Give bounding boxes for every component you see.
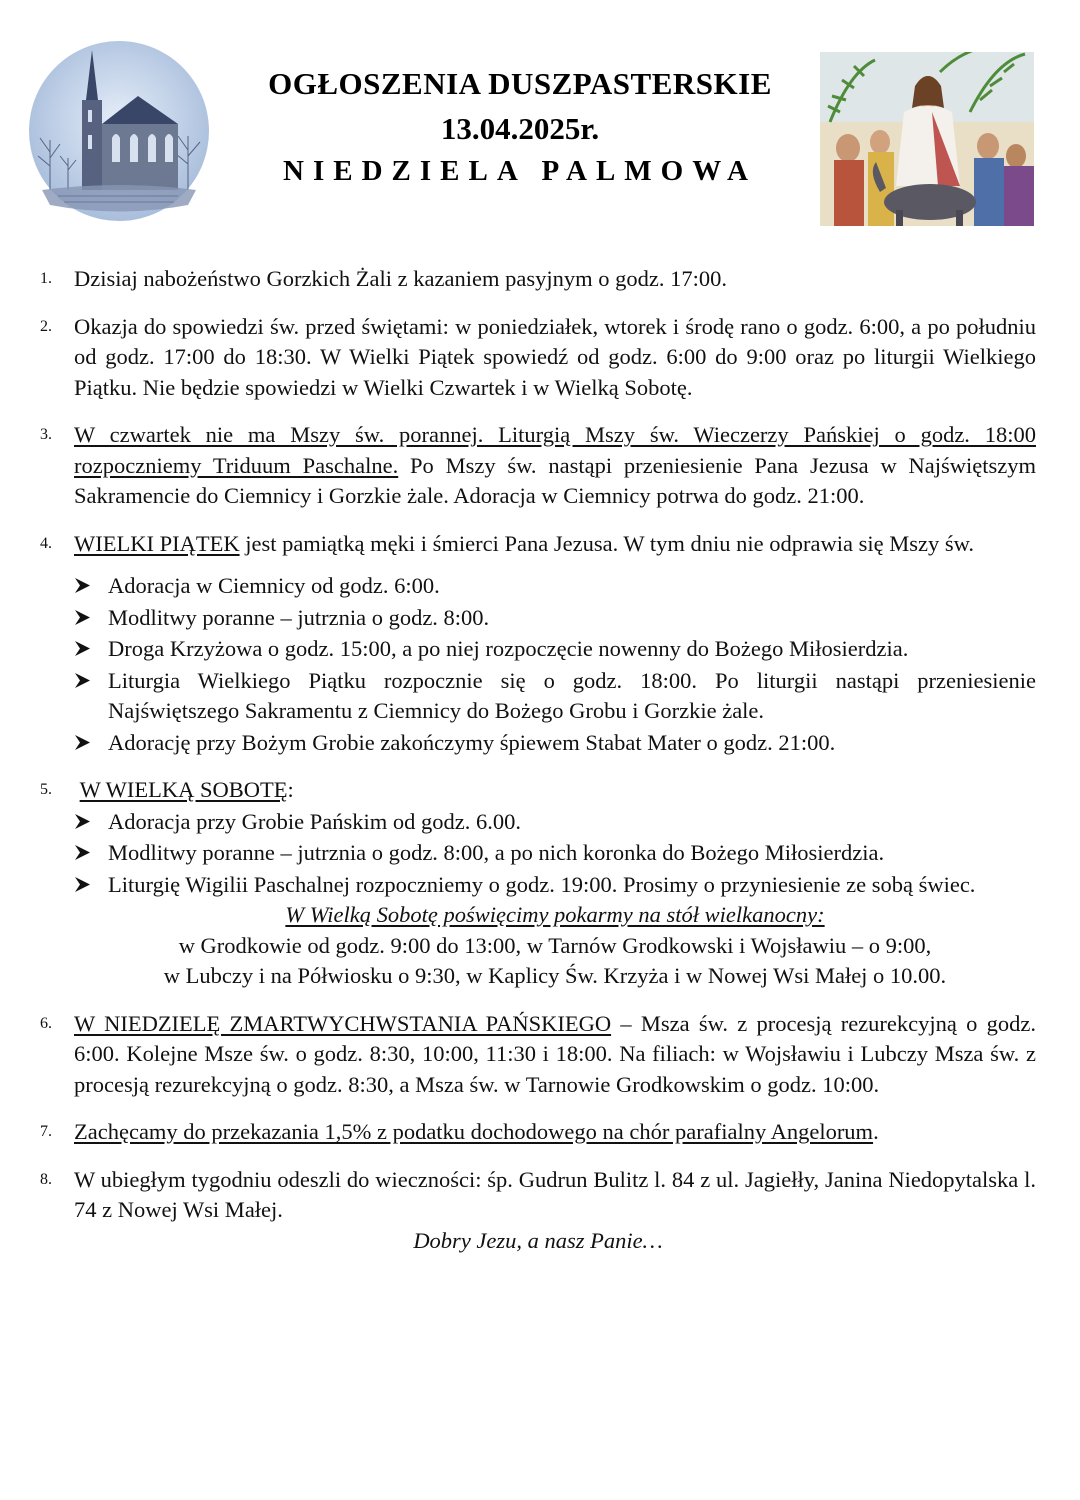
item-rest-text: jest pamiątką męki i śmierci Pana Jezusa. W tym dniu nie odprawia się Mszy św.	[239, 530, 975, 556]
arrow-bullet-icon	[74, 807, 108, 838]
bullet-text: Adorację przy Bożym Grobie zakończymy śpiewem Stabat Mater o godz. 21:00.	[108, 729, 836, 755]
bullet-text: Droga Krzyżowa o godz. 15:00, a po niej rozpoczęcie nowenny do Bożego Miłosierdzia.	[108, 636, 909, 661]
arrow-bullet-icon	[74, 870, 108, 901]
item-text	[74, 1009, 1036, 1101]
bullet-text: Adoracja przy Grobie Pańskim od godz. 6.00.	[108, 808, 522, 834]
bullet-item	[74, 728, 1036, 759]
arrow-bullet-icon	[74, 838, 108, 869]
item-text	[74, 775, 1036, 806]
arrow-bullet-icon	[74, 666, 108, 727]
item-underlined-text: WIELKI PIĄTEK	[74, 530, 240, 556]
item-text	[74, 529, 1036, 560]
bullet-item	[74, 807, 1036, 838]
bullet-list	[74, 807, 1036, 901]
bullet-item	[74, 571, 1036, 602]
bullet-text: Liturgia Wielkiego Piątku rozpocznie się o godz. 18:00. Po liturgii nastąpi przeniesienie Najświętszego Sakramentu z Ciemnicy do Bożego Grobu i Gorzkie żale.	[108, 667, 1036, 723]
church-illustration	[28, 40, 210, 222]
item-text: W ubiegłym tygodniu odeszli do wieczności: śp. Gudrun Bulitz l. 84 z ul. Jagiełły, Janina Niedopytalska l. 74 z Nowej Wsi Małej.	[74, 1166, 1036, 1222]
bullet-text: Modlitwy poranne – jutrznia o godz. 8:00, a po nich koronka do Bożego Miłosierdzia.	[108, 840, 885, 865]
bullet-text: Adoracja w Ciemnicy od godz. 6:00.	[108, 573, 440, 598]
arrow-bullet-icon	[74, 571, 108, 602]
list-item	[40, 312, 1036, 404]
item-number: 5.	[40, 781, 52, 798]
item-number: 4.	[40, 534, 52, 552]
item-rest-text: – Msza św. z procesją rezurekcyjną o godz. 6:00. Kolejne Msze św. o godz. 8:30, 10:00, 11:30 i 18:00. Na filiach: w Wojsławiu i Lubczy Msza św. z procesją rezurekcyjną o godz. 8:30, a Msza św. w Tarnowie Grodkowskim o godz. 10:00.	[74, 1010, 1036, 1097]
blessing-line: w Grodkowie od godz. 9:00 do 13:00, w Tarnów Grodkowski i Wojsławiu – o 9:00,	[178, 932, 932, 958]
item-number: 8.	[40, 1170, 52, 1188]
blessing-section	[74, 900, 1036, 992]
arrow-bullet-icon	[74, 728, 108, 759]
item-text: Okazja do spowiedzi św. przed świętami: w poniedziałek, wtorek i środę rano o godz. 6:00, a po południu od godz. 17:00 do 18:30. W Wielki Piątek spowiedź od godz. 6:00 do 9:00 oraz po liturgii Wielkiego Piątku. Nie będzie spowiedzi w Wielki Czwartek i w Wielką Sobotę.	[74, 313, 1036, 400]
list-item	[40, 1009, 1036, 1101]
list-item	[40, 775, 1036, 992]
list-item	[40, 420, 1036, 512]
arrow-bullet-icon	[74, 634, 108, 665]
bullet-item	[74, 634, 1036, 665]
page-date: 13.04.2025r.	[440, 111, 600, 146]
list-item	[40, 1165, 1036, 1226]
item-text: Dzisiaj nabożeństwo Gorzkich Żali z kazaniem pasyjnym o godz. 17:00.	[74, 266, 727, 291]
item-number: 1.	[40, 270, 52, 287]
bullet-item	[74, 870, 1036, 901]
blessing-line: w Lubczy i na Półwiosku o 9:30, w Kaplicy Św. Krzyża i w Nowej Wsi Małej o 10.00.	[163, 963, 947, 988]
page-subtitle: NIEDZIELA PALMOWA	[283, 155, 757, 187]
item-number: 3.	[40, 426, 52, 443]
item-underlined-text: Zachęcamy do przekazania 1,5% z podatku dochodowego na chór parafialny Angelorum	[74, 1119, 874, 1144]
item-rest-text: :	[287, 777, 294, 802]
page-title: OGŁOSZENIA DUSZPASTERSKIE	[268, 66, 772, 101]
item-text	[74, 420, 1036, 512]
palm-sunday-illustration	[820, 52, 1034, 226]
item-number: 6.	[40, 1014, 52, 1032]
item-rest-text: Po Mszy św. nastąpi przeniesienie Pana Jezusa w Najświętszym Sakramencie do Ciemnicy i Gorzkie żale. Adoracja w Ciemnicy potrwa do godz. 21:00.	[74, 452, 1037, 508]
list-item	[40, 264, 1036, 295]
bullet-item	[74, 603, 1036, 634]
list-item	[40, 1117, 1036, 1148]
announcements-list	[40, 264, 1036, 1256]
item-underlined-text: W NIEDZIELĘ ZMARTWYCHWSTANIA PAŃSKIEGO	[74, 1010, 612, 1036]
bullet-text: Liturgię Wigilii Paschalnej rozpoczniemy o godz. 19:00. Prosimy o przyniesienie ze sobą świec.	[108, 871, 976, 897]
item-body	[74, 775, 1036, 992]
item-number: 7.	[40, 1123, 52, 1140]
item-number: 2.	[40, 317, 52, 335]
bullet-item	[74, 666, 1036, 727]
item-text	[74, 1117, 1036, 1148]
item-rest-text: .	[873, 1119, 879, 1144]
item-underlined-text: W czwartek nie ma Mszy św. porannej. Liturgią Mszy św. Wieczerzy Pańskiej o godz. 18:00 rozpoczniemy Triduum Paschalne.	[74, 422, 1036, 478]
arrow-bullet-icon	[74, 603, 108, 634]
item-body	[74, 529, 1036, 759]
blessing-title: W Wielką Sobotę poświęcimy pokarmy na stół wielkanocny:	[285, 902, 825, 927]
bullet-list	[74, 571, 1036, 758]
bullet-text: Modlitwy poranne – jutrznia o godz. 8:00.	[108, 604, 490, 630]
item-underlined-text: W WIELKĄ SOBOTĘ	[79, 777, 288, 802]
bullet-item	[74, 838, 1036, 869]
list-item	[40, 529, 1036, 759]
closing-prayer: Dobry Jezu, a nasz Panie…	[413, 1227, 663, 1253]
